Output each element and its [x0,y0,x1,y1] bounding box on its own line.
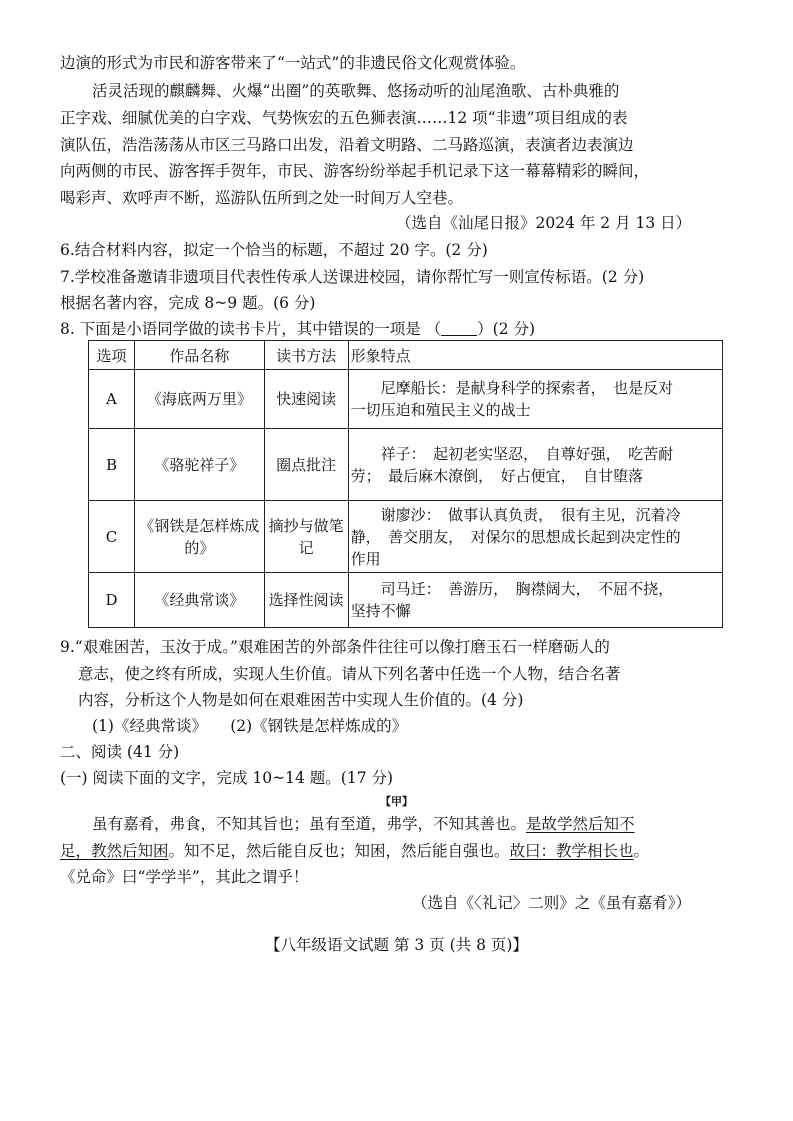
traits-cell [348,573,722,628]
traits-line: 坚持不懈 [350,602,411,620]
header-method: 读书方法 [264,341,348,370]
classical-line: 《兑命》曰“学学半”，其此之谓乎！ [60,868,309,886]
passage-line: 活灵活现的麒麟舞、火爆“出圈”的英歌舞、悠扬动听的汕尾渔歌、古朴典雅的 [92,82,620,100]
work-cell: 《经典常谈》 [134,573,264,628]
traits-line: 司马迁： 善游历， 胸襟阔大， 不屈不挠， [350,580,674,598]
classical-text: 虽有嘉肴，弗食，不知其旨也；虽有至道，弗学，不知其善也。 [92,815,527,833]
question-9-options: (1)《经典常谈》 (2)《钢铁是怎样炼成的》 [92,717,408,735]
method-cell: 快速阅读 [264,370,348,429]
table-row [89,501,723,573]
option-cell: C [89,501,135,573]
question-9-line: 内容，分析这个人物是如何在艰难困苦中实现人生价值的。(4 分) [78,691,524,709]
traits-line: 谢廖沙： 做事认真负责， 很有主见，沉着冷 [350,505,681,524]
traits-cell [348,429,722,501]
traits-cell [348,370,722,429]
classical-line [92,813,635,835]
table-row [89,370,723,429]
question-9-line: 意志，使之终有所成，实现人生价值。请从下列名著中任选一个人物，结合名著 [78,665,621,683]
header-option: 选项 [89,341,135,370]
question-7: 7.学校准备邀请非遗项目代表性传承人送课进校园，请你帮忙写一则宣传标语。(2 分) [60,268,645,286]
work-cell: 《骆驼祥子》 [134,429,264,501]
option-cell: B [89,429,135,501]
classical-text: 。 [633,842,650,860]
classical-text: 。知不足，然后能自反也；知困，然后能自强也。 [168,842,510,860]
header-traits: 形象特点 [348,341,722,370]
work-cell: 《钢铁是怎样炼成的》 [134,501,264,573]
table-header-row [89,341,723,370]
option-cell: A [89,370,135,429]
passage-line: 喝彩声、欢呼声不断，巡游队伍所到之处一时间万人空巷。 [60,189,464,207]
traits-cell [348,501,722,573]
header-work: 作品名称 [134,341,264,370]
traits-line: 尼摩船长：是献身科学的探索者， 也是反对 [350,379,674,397]
classical-source: （选自《〈礼记〉二则》之《虽有嘉肴》） [412,894,692,912]
traits-line: 劳； 最后麻木潦倒， 好占便宜， 自甘堕落 [350,466,644,485]
underlined-text: 足，教然后知困 [60,842,169,860]
table-row [89,573,723,628]
passage-line: 正字戏、细腻优美的白字戏、气势恢宏的五色狮表演……12 项“非遗”项目组成的表 [60,109,628,127]
question-9-line: 9.“艰难困苦，玉汝于成。”艰难困苦的外部条件往往可以像打磨玉石一样磨砺人的 [60,638,610,656]
traits-line: 作用 [350,549,381,568]
question-8-points: ）(2 分) [477,320,536,338]
passage-source: （选自《汕尾日报》2024 年 2 月 13 日） [396,214,692,232]
page-footer: 【八年级语文试题 第 3 页 (共 8 页)】 [265,936,528,954]
underlined-text: 故曰：教学相长也 [509,842,634,860]
question-6: 6.结合材料内容，拟定一个恰当的标题，不超过 20 字。(2 分) [60,241,488,259]
passage-line: 边演的形式为市民和游客带来了“一站式”的非遗民俗文化观赏体验。 [60,54,526,72]
classical-line [60,840,649,862]
work-cell: 《海底两万里》 [134,370,264,429]
method-cell: 圈点批注 [264,429,348,501]
question-8 [60,318,535,340]
method-cell: 摘抄与做笔记 [264,501,348,573]
question-8-text: 8. 下面是小语同学做的读书卡片，其中错误的一项是 （ [60,320,442,338]
option-cell: D [89,573,135,628]
method-cell: 选择性阅读 [264,573,348,628]
underlined-text: 是故学然后知不 [526,815,635,833]
part-heading: (一) 阅读下面的文字，完成 10~14 题。(17 分) [60,769,394,787]
section-heading: 二、阅读 (41 分) [60,743,180,761]
answer-blank[interactable] [441,319,477,336]
passage-jia-label: 【甲】 [380,795,413,808]
passage-line: 演队伍，浩浩荡荡从市区三马路口出发，沿着文明路、二马路巡演，表演者边表演边 [60,136,634,154]
table-row [89,429,723,501]
passage-line: 向两侧的市民、游客挥手贺年，市民、游客纷纷举起手机记录下这一幕幕精彩的瞬间， [60,162,650,180]
traits-line: 祥子： 起初老实坚忍， 自尊好强， 吃苦耐 [350,444,674,463]
traits-line: 一切压迫和殖民主义的战士 [350,401,531,419]
reading-card-table [88,340,723,628]
traits-line: 静， 善交朋友， 对保尔的思想成长起到决定性的 [350,527,681,546]
questions-8-9-intro: 根据名著内容，完成 8~9 题。(6 分) [60,294,316,312]
